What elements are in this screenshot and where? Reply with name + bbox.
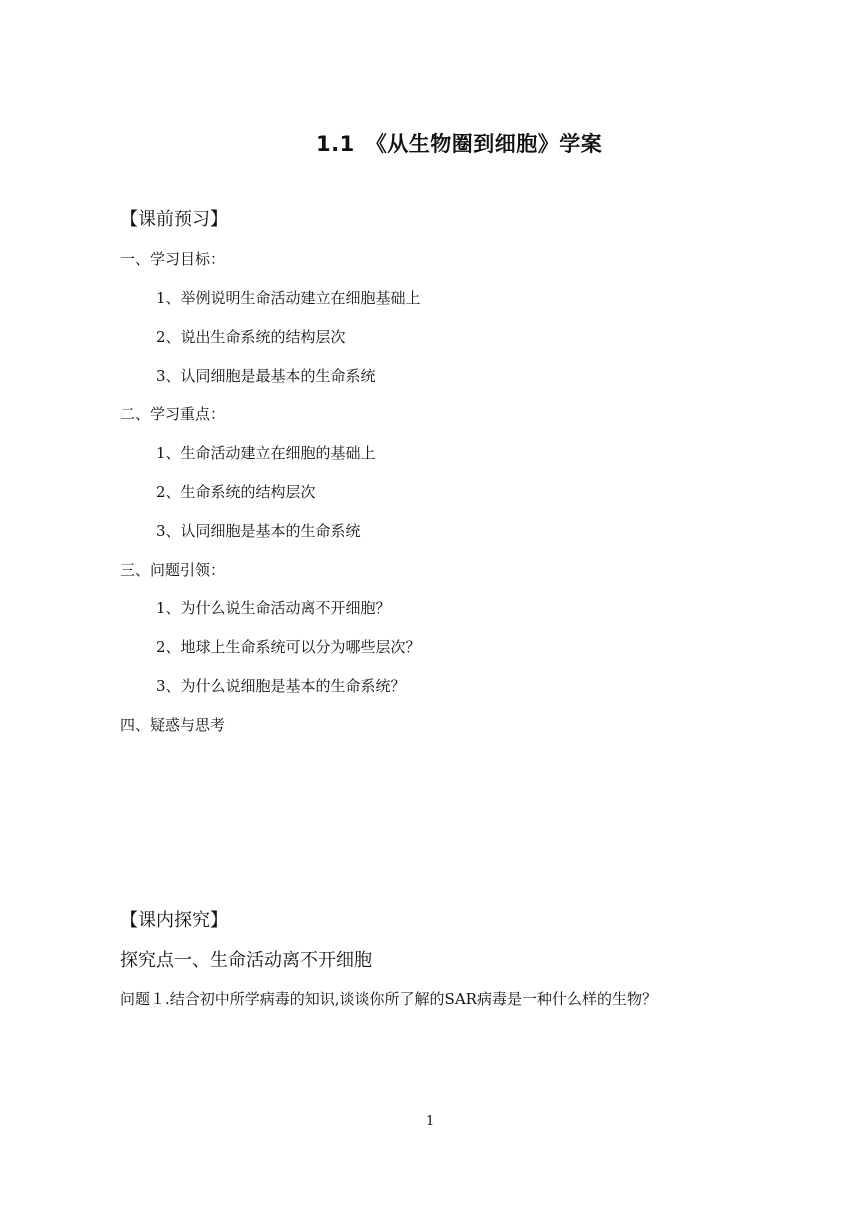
group-label-doubts: 四、疑惑与思考 [120, 716, 226, 734]
preview-heading: 【课前预习】 [120, 209, 228, 230]
list-item: 2、说出生命系统的结构层次 [156, 328, 346, 346]
inquiry-question: 问题１.结合初中所学病毒的知识,谈谈你所了解的SAR病毒是一种什么样的生物？ [120, 990, 657, 1008]
list-item: 2、生命系统的结构层次 [156, 483, 316, 501]
list-item: 1、为什么说生命活动离不开细胞？ [156, 599, 391, 617]
group-label-guiding-questions: 三、问题引领： [120, 561, 226, 579]
group-label-key-points: 二、学习重点： [120, 405, 226, 423]
list-item: 3、为什么说细胞是基本的生命系统？ [156, 677, 406, 695]
list-item: 3、认同细胞是最基本的生命系统 [156, 367, 376, 385]
page-number: 1 [426, 1114, 435, 1129]
list-item: 1、生命活动建立在细胞的基础上 [156, 444, 376, 462]
list-item: 1、举例说明生命活动建立在细胞基础上 [156, 289, 421, 307]
list-item: 2、地球上生命系统可以分为哪些层次？ [156, 638, 421, 656]
inquiry-heading: 【课内探究】 [120, 910, 228, 931]
document-title: 1.1 《从生物圈到细胞》学案 [316, 132, 603, 156]
inquiry-point-title: 探究点一、生命活动离不开细胞 [120, 950, 372, 971]
group-label-objectives: 一、学习目标： [120, 250, 226, 268]
list-item: 3、认同细胞是基本的生命系统 [156, 522, 361, 540]
